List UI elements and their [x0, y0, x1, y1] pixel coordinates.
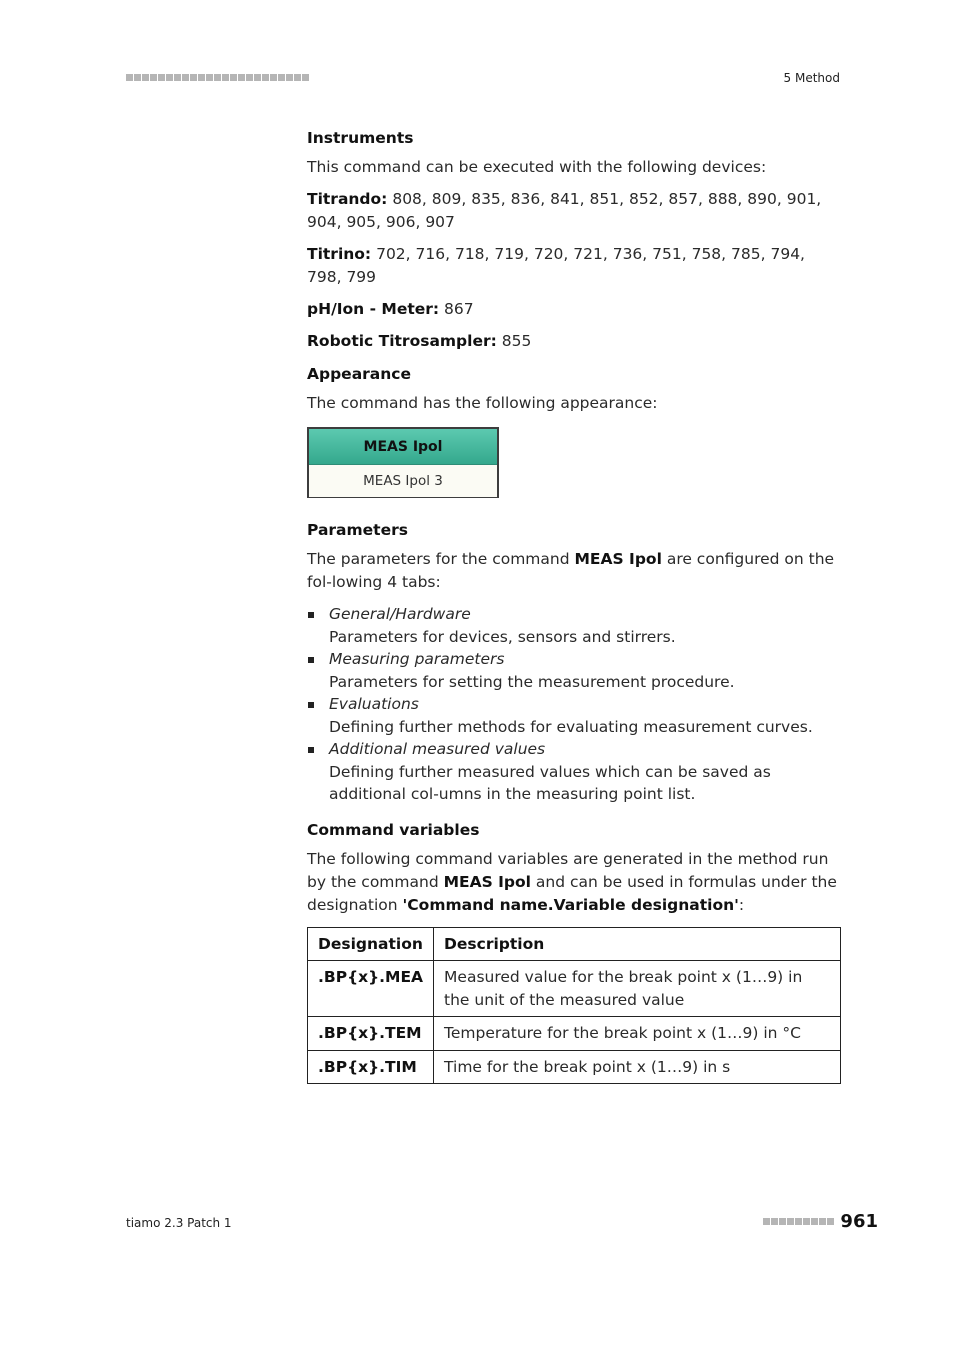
device-label: Titrino:	[307, 245, 372, 263]
command-widget-title: MEAS Ipol	[309, 429, 497, 465]
device-models: 702, 716, 718, 719, 720, 721, 736, 751, 758, 785, 794, 798, 799	[307, 245, 805, 286]
command-widget	[307, 427, 499, 498]
command-name: MEAS Ipol	[574, 550, 662, 568]
variable-designation: .BP{x}.TEM	[308, 1017, 434, 1051]
list-item	[307, 693, 841, 738]
table-row	[308, 1017, 841, 1051]
instruments-intro: This command can be executed with the following devices:	[307, 158, 767, 176]
command-widget-name: MEAS Ipol 3	[309, 465, 497, 497]
page-content	[307, 126, 841, 1084]
device-label: pH/Ion - Meter:	[307, 300, 440, 318]
instruments-heading: Instruments	[307, 129, 414, 147]
text-span: The parameters for the command	[307, 550, 575, 568]
command-name: MEAS Ipol	[443, 872, 531, 891]
table-row	[308, 1050, 841, 1084]
tab-description: Parameters for setting the measurement procedure.	[329, 672, 735, 691]
command-variables-intro	[307, 848, 841, 917]
tab-description: Parameters for devices, sensors and stirrers.	[329, 627, 676, 646]
device-label: Robotic Titrosampler:	[307, 332, 497, 350]
device-models: 855	[501, 332, 532, 350]
table-row	[308, 961, 841, 1017]
text-span: :	[738, 895, 745, 914]
list-item	[307, 603, 841, 648]
list-item	[307, 648, 841, 693]
tabs-list	[307, 603, 841, 806]
footer-product: tiamo 2.3 Patch 1	[126, 1216, 232, 1230]
parameters-heading: Parameters	[307, 521, 408, 539]
list-item	[307, 738, 841, 806]
table-header-row	[308, 927, 841, 961]
tab-name: Measuring parameters	[329, 650, 505, 668]
command-variables-heading: Command variables	[307, 820, 480, 839]
device-titrando	[307, 188, 841, 234]
text-span: and can be used in formulas under the designation	[307, 872, 837, 914]
chapter-title: 5 Method	[783, 71, 840, 85]
designation-format: 'Command name.Variable designation'	[402, 895, 739, 914]
footer-page	[763, 1211, 878, 1232]
device-models: 867	[444, 300, 474, 318]
tab-name: Additional measured values	[329, 740, 546, 758]
page-number: 961	[840, 1211, 878, 1232]
device-robotic-titrosampler	[307, 330, 841, 353]
variable-description: Measured value for the break point x (1…9) in the unit of the measured value	[434, 961, 841, 1017]
appearance-intro: The command has the following appearance:	[307, 394, 658, 412]
variable-description: Temperature for the break point x (1…9) in °C	[434, 1017, 841, 1051]
tab-description: Defining further methods for evaluating measurement curves.	[329, 717, 813, 736]
column-header-designation: Designation	[308, 927, 434, 961]
parameters-intro	[307, 548, 841, 594]
text-span: are configured on the fol-lowing 4 tabs:	[307, 550, 835, 591]
variable-designation: .BP{x}.MEA	[308, 961, 434, 1017]
variable-designation: .BP{x}.TIM	[308, 1050, 434, 1084]
tab-name: Evaluations	[329, 695, 419, 713]
variables-table	[307, 927, 841, 1085]
appearance-heading: Appearance	[307, 365, 411, 383]
column-header-description: Description	[434, 927, 841, 961]
device-label: Titrando:	[307, 190, 388, 208]
tab-name: General/Hardware	[329, 605, 471, 623]
footer-decoration	[763, 1218, 834, 1225]
tab-description: Defining further measured values which can be saved as additional col-umns in the measuring point list.	[329, 762, 771, 803]
device-ph-ion-meter	[307, 298, 841, 321]
device-models: 808, 809, 835, 836, 841, 851, 852, 857, 888, 890, 901, 904, 905, 906, 907	[307, 190, 822, 231]
variable-description: Time for the break point x (1…9) in s	[434, 1050, 841, 1084]
device-titrino	[307, 243, 841, 289]
text-span: The following command variables are generated in the method run by the command	[307, 849, 829, 891]
header-decoration	[126, 74, 309, 81]
